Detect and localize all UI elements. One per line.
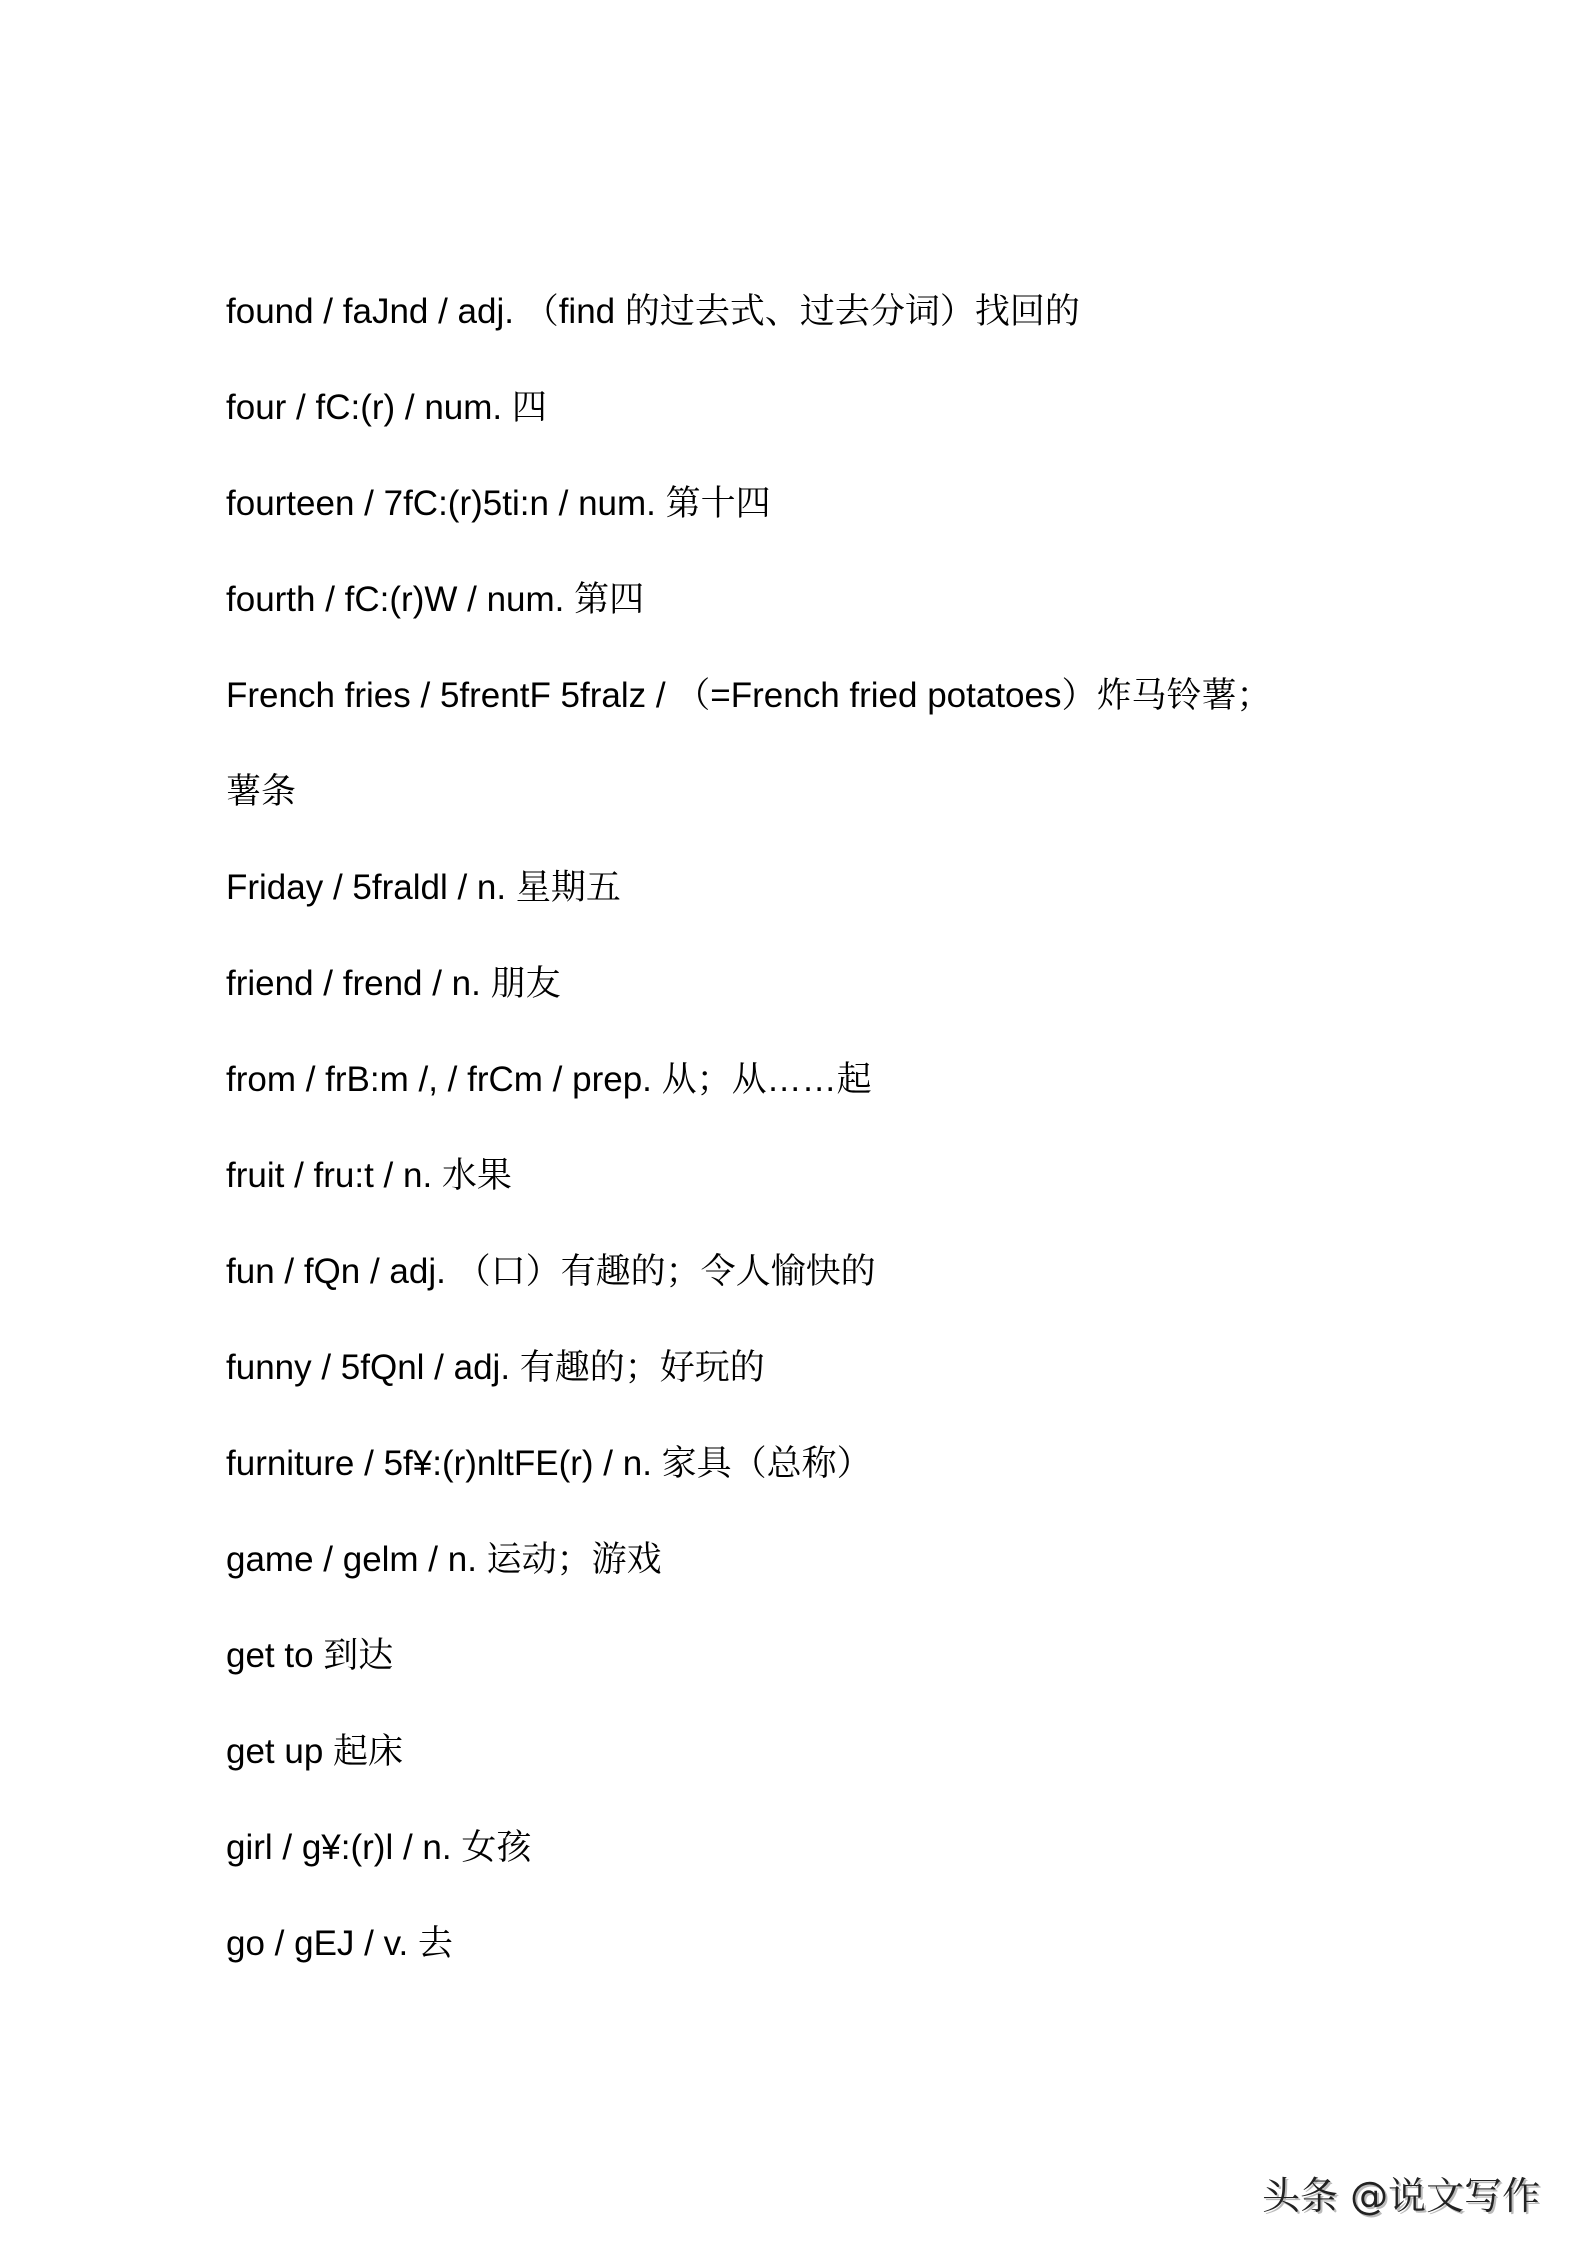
entry-line: 薯条 xyxy=(226,772,297,811)
entry-line: four / fC:(r) / num. 四 xyxy=(226,388,547,427)
entry-line: French fries / 5frentF 5fralz / （=French fried potatoes）炸马铃薯； xyxy=(226,676,1272,715)
entry-line: friend / frend / n. 朋友 xyxy=(226,964,561,1003)
entry-line: fourth / fC:(r)W / num. 第四 xyxy=(226,580,645,619)
entry-line: get up 起床 xyxy=(226,1732,404,1771)
entry-line: fourteen / 7fC:(r)5ti:n / num. 第十四 xyxy=(226,484,771,523)
watermark: 头条 @说文写作 xyxy=(1262,2174,1541,2218)
entry-line: game / gelm / n. 运动；游戏 xyxy=(226,1540,662,1579)
entry-line: Friday / 5fraldl / n. 星期五 xyxy=(226,868,621,907)
vocabulary-list xyxy=(226,286,1272,2014)
entry-line: girl / g¥:(r)l / n. 女孩 xyxy=(226,1828,532,1867)
entry-line: fun / fQn / adj. （口）有趣的；令人愉快的 xyxy=(226,1252,876,1291)
entry-line: fruit / fru:t / n. 水果 xyxy=(226,1156,512,1195)
entry-line: found / faJnd / adj. （find 的过去式、过去分词）找回的 xyxy=(226,292,1080,331)
entry-line: get to 到达 xyxy=(226,1636,394,1675)
entry-line: furniture / 5f¥:(r)nltFE(r) / n. 家具（总称） xyxy=(226,1444,872,1483)
entry-line: go / gEJ / v. 去 xyxy=(226,1924,453,1963)
entry-line: funny / 5fQnl / adj. 有趣的；好玩的 xyxy=(226,1348,765,1387)
entry-line: from / frB:m /, / frCm / prep. 从；从……起 xyxy=(226,1060,872,1099)
